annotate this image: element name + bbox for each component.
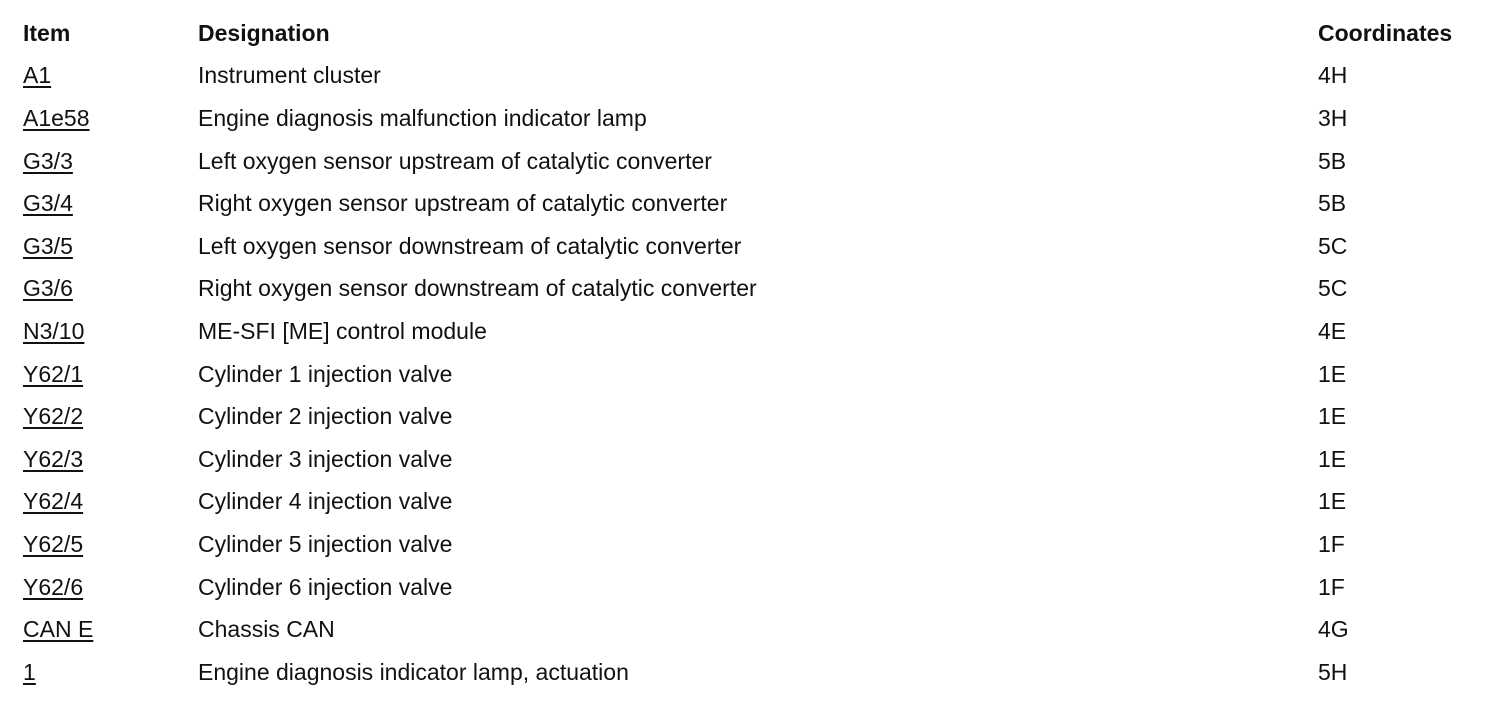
item-cell <box>23 438 198 481</box>
item-cell <box>23 353 198 396</box>
designation-cell: Cylinder 2 injection valve <box>198 403 453 430</box>
designation-cell: ME-SFI [ME] control module <box>198 317 487 344</box>
header-designation: Designation <box>198 19 330 46</box>
designation-cell: Left oxygen sensor upstream of catalytic converter <box>198 147 712 174</box>
table-body <box>23 55 1478 694</box>
coordinates-cell: 5B <box>1318 190 1347 217</box>
coordinates-cell: 3H <box>1318 104 1348 131</box>
item-cell <box>23 566 198 609</box>
header-item: Item <box>23 19 71 46</box>
table-row <box>23 608 1478 651</box>
designation-cell: Right oxygen sensor downstream of catalytic converter <box>198 275 757 302</box>
table-row <box>23 481 1478 524</box>
item-cell <box>23 225 198 268</box>
item-link[interactable]: G3/5 <box>23 232 73 259</box>
item-link[interactable]: Y62/1 <box>23 360 84 387</box>
table-row <box>23 55 1478 98</box>
item-cell <box>23 268 198 311</box>
item-link[interactable]: G3/3 <box>23 147 73 174</box>
item-cell <box>23 97 198 140</box>
coordinates-cell: 1E <box>1318 445 1347 472</box>
table-row <box>23 97 1478 140</box>
coordinates-cell: 1F <box>1318 530 1345 557</box>
table-row <box>23 651 1478 694</box>
coordinates-cell: 4G <box>1318 616 1349 643</box>
table-row <box>23 395 1478 438</box>
table-row <box>23 566 1478 609</box>
table-row <box>23 438 1478 481</box>
designation-cell: Cylinder 4 injection valve <box>198 488 453 515</box>
item-cell <box>23 310 198 353</box>
table-row <box>23 182 1478 225</box>
designation-cell: Chassis CAN <box>198 616 335 643</box>
item-cell <box>23 182 198 225</box>
coordinates-cell: 4H <box>1318 62 1348 89</box>
designation-cell: Cylinder 6 injection valve <box>198 573 453 600</box>
coordinates-cell: 1E <box>1318 403 1347 430</box>
designation-cell: Cylinder 5 injection valve <box>198 530 453 557</box>
item-link[interactable]: G3/4 <box>23 190 73 217</box>
item-link[interactable]: A1 <box>23 62 52 89</box>
item-link[interactable]: Y62/4 <box>23 488 84 515</box>
coordinates-cell: 4E <box>1318 317 1347 344</box>
item-cell <box>23 140 198 183</box>
designation-cell: Instrument cluster <box>198 62 381 89</box>
item-link[interactable]: Y62/5 <box>23 530 84 557</box>
designation-cell: Right oxygen sensor upstream of catalytic converter <box>198 190 728 217</box>
table-row <box>23 310 1478 353</box>
item-cell <box>23 523 198 566</box>
table-row <box>23 268 1478 311</box>
item-link[interactable]: Y62/2 <box>23 403 84 430</box>
item-link[interactable]: CAN E <box>23 616 94 643</box>
item-link[interactable]: G3/6 <box>23 275 73 302</box>
table-row <box>23 140 1478 183</box>
item-cell <box>23 651 198 694</box>
designation-cell: Left oxygen sensor downstream of catalytic converter <box>198 232 742 259</box>
item-cell <box>23 481 198 524</box>
table-header <box>23 12 1478 55</box>
table-row <box>23 523 1478 566</box>
item-cell <box>23 395 198 438</box>
legend-table <box>23 12 1478 694</box>
coordinates-cell: 5C <box>1318 275 1348 302</box>
table-row <box>23 225 1478 268</box>
coordinates-cell: 1E <box>1318 488 1347 515</box>
coordinates-cell: 5B <box>1318 147 1347 174</box>
item-link[interactable]: Y62/3 <box>23 445 84 472</box>
header-row <box>23 12 1478 55</box>
designation-cell: Cylinder 1 injection valve <box>198 360 453 387</box>
coordinates-cell: 1E <box>1318 360 1347 387</box>
item-link[interactable]: 1 <box>23 658 36 685</box>
designation-cell: Engine diagnosis indicator lamp, actuation <box>198 658 629 685</box>
designation-cell: Cylinder 3 injection valve <box>198 445 453 472</box>
designation-cell: Engine diagnosis malfunction indicator lamp <box>198 104 647 131</box>
item-link[interactable]: Y62/6 <box>23 573 84 600</box>
item-cell <box>23 55 198 98</box>
coordinates-cell: 5C <box>1318 232 1348 259</box>
item-cell <box>23 608 198 651</box>
table-row <box>23 353 1478 396</box>
coordinates-cell: 5H <box>1318 658 1348 685</box>
item-link[interactable]: N3/10 <box>23 317 85 344</box>
header-coordinates: Coordinates <box>1318 19 1453 46</box>
item-link[interactable]: A1e58 <box>23 104 90 131</box>
coordinates-cell: 1F <box>1318 573 1345 600</box>
